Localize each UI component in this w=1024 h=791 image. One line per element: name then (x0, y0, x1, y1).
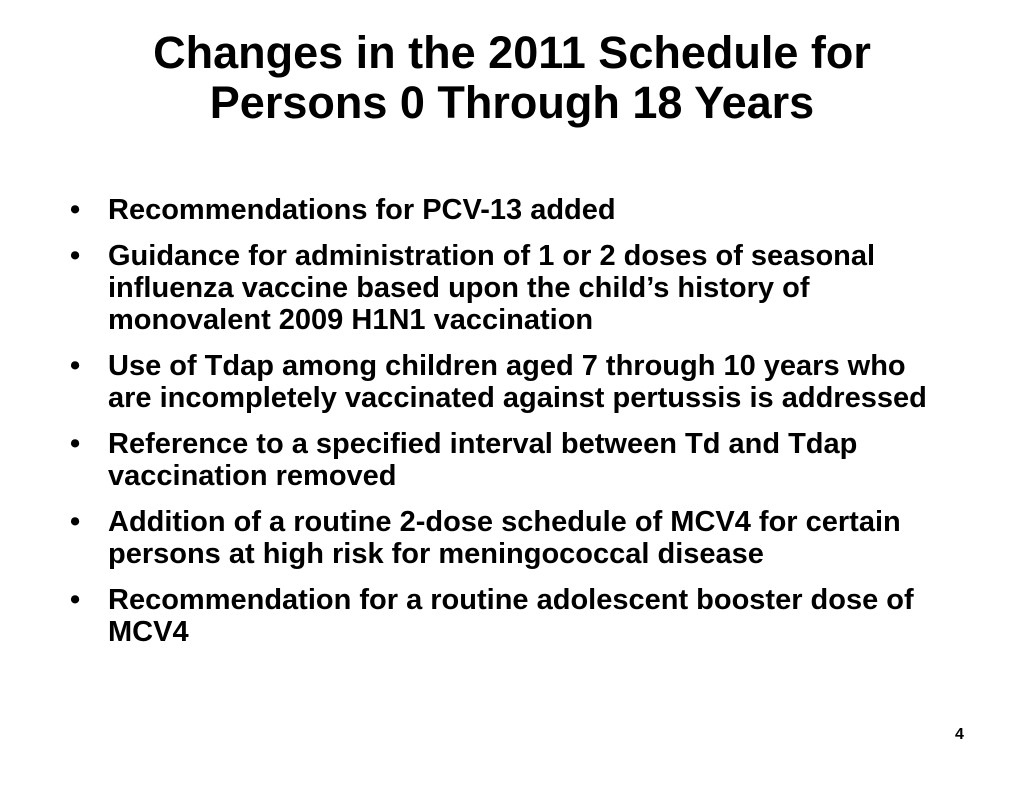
bullet-item-td-interval (68, 428, 948, 492)
bullet-text: Recommendations for PCV-13 added (108, 194, 616, 226)
title-line-1: Changes in the 2011 Schedule for (153, 27, 871, 78)
title-line-2: Persons 0 Through 18 Years (209, 77, 815, 128)
bullet-item-tdap-children (68, 350, 948, 414)
bullet-text: Recommendation for a routine adolescent booster dose of MCV4 (108, 584, 914, 648)
bullet-icon: • (70, 506, 81, 538)
page-number: 4 (955, 726, 964, 743)
bullet-item-mcv4-high-risk (68, 506, 948, 570)
bullet-text: Use of Tdap among children aged 7 through 10 years who are incompletely vaccinated against pertussis is addressed (108, 350, 927, 414)
bullet-icon: • (70, 584, 81, 616)
bullet-text: Reference to a specified interval between Td and Tdap vaccination removed (108, 428, 858, 492)
bullet-icon: • (70, 428, 81, 460)
bullet-item-influenza (68, 240, 948, 336)
bullet-list (68, 194, 948, 662)
slide-title (40, 28, 984, 128)
bullet-text: Guidance for administration of 1 or 2 doses of seasonal influenza vaccine based upon the child’s history of monovalent 2009 H1N1 vaccination (108, 240, 876, 336)
bullet-icon: • (70, 194, 81, 226)
bullet-item-mcv4-booster (68, 584, 948, 648)
bullet-icon: • (70, 350, 81, 382)
bullet-item-pcv13 (68, 194, 948, 226)
bullet-text: Addition of a routine 2-dose schedule of MCV4 for certain persons at high risk for meningococcal disease (108, 506, 901, 570)
bullet-icon: • (70, 240, 81, 272)
